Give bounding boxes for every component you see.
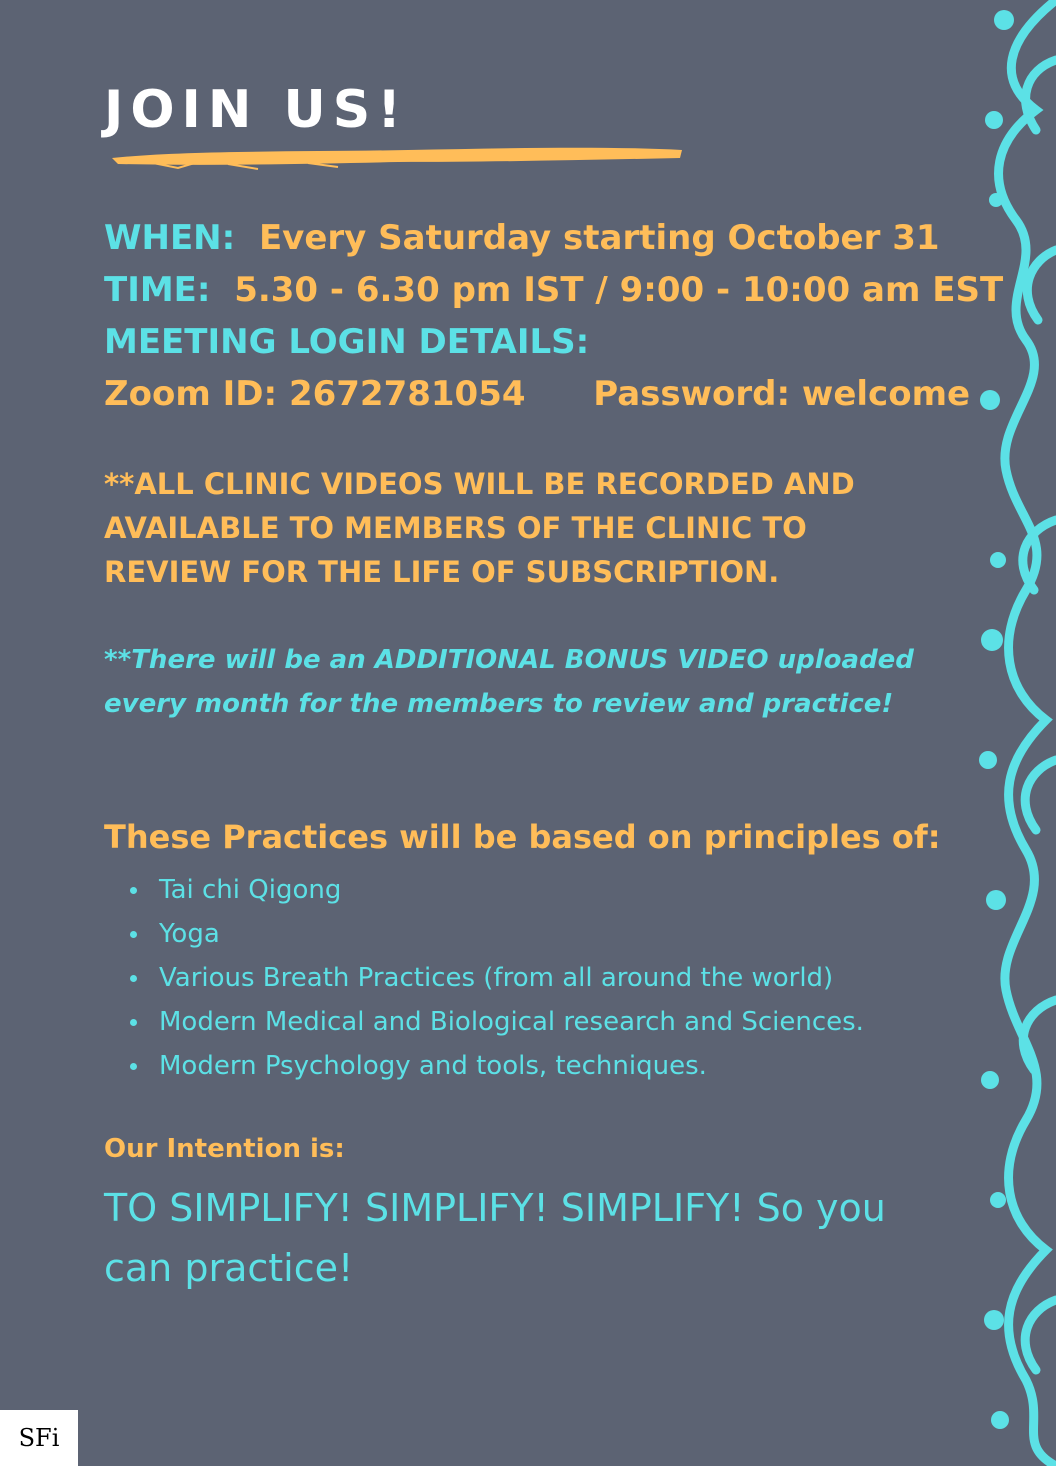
- list-item: Tai chi Qigong: [130, 868, 970, 912]
- when-label: WHEN:: [104, 218, 236, 258]
- zoom-id: Zoom ID: 2672781054: [104, 374, 526, 414]
- password: Password: welcome: [593, 374, 971, 414]
- bonus-note: **There will be an ADDITIONAL BONUS VIDEO uploaded every month for the members to review and practice!: [104, 645, 914, 719]
- intention-label: Our Intention is:: [104, 1134, 345, 1164]
- intention-text: TO SIMPLIFY! SIMPLIFY! SIMPLIFY! So you can practice!: [104, 1186, 886, 1290]
- bullet-icon: [130, 1019, 137, 1026]
- list-item: Various Breath Practices (from all around the world): [130, 956, 970, 1000]
- time-label: TIME:: [104, 270, 211, 310]
- bullet-icon: [130, 1063, 137, 1070]
- floral-border-ornament-icon: [976, 0, 1056, 1466]
- list-item: Modern Psychology and tools, techniques.: [130, 1044, 970, 1088]
- bullet-icon: [130, 887, 137, 894]
- list-item: Modern Medical and Biological research and Sciences.: [130, 1000, 970, 1044]
- recording-note: **ALL CLINIC VIDEOS WILL BE RECORDED AND AVAILABLE TO MEMBERS OF THE CLINIC TO REVIEW FOR THE LIFE OF SUBSCRIPTION.: [104, 467, 855, 589]
- when-row: [104, 212, 964, 264]
- logo-text: SFi: [18, 1424, 60, 1452]
- bullet-icon: [130, 975, 137, 982]
- principles-heading: These Practices will be based on principles of:: [104, 818, 941, 856]
- page-title: JOIN US!: [104, 80, 408, 140]
- brush-stroke-underline-icon: [108, 140, 688, 174]
- sfi-logo: [0, 1410, 78, 1466]
- principles-list: [130, 868, 970, 1088]
- time-value: 5.30 - 6.30 pm IST / 9:00 - 10:00 am EST: [234, 270, 1004, 310]
- schedule-block: [104, 212, 1004, 420]
- list-item: Yoga: [130, 912, 970, 956]
- meeting-label: MEETING LOGIN DETAILS:: [104, 322, 590, 362]
- bullet-icon: [130, 931, 137, 938]
- when-value: Every Saturday starting October 31: [258, 218, 940, 258]
- login-row: [104, 368, 971, 420]
- time-row: [104, 264, 1004, 316]
